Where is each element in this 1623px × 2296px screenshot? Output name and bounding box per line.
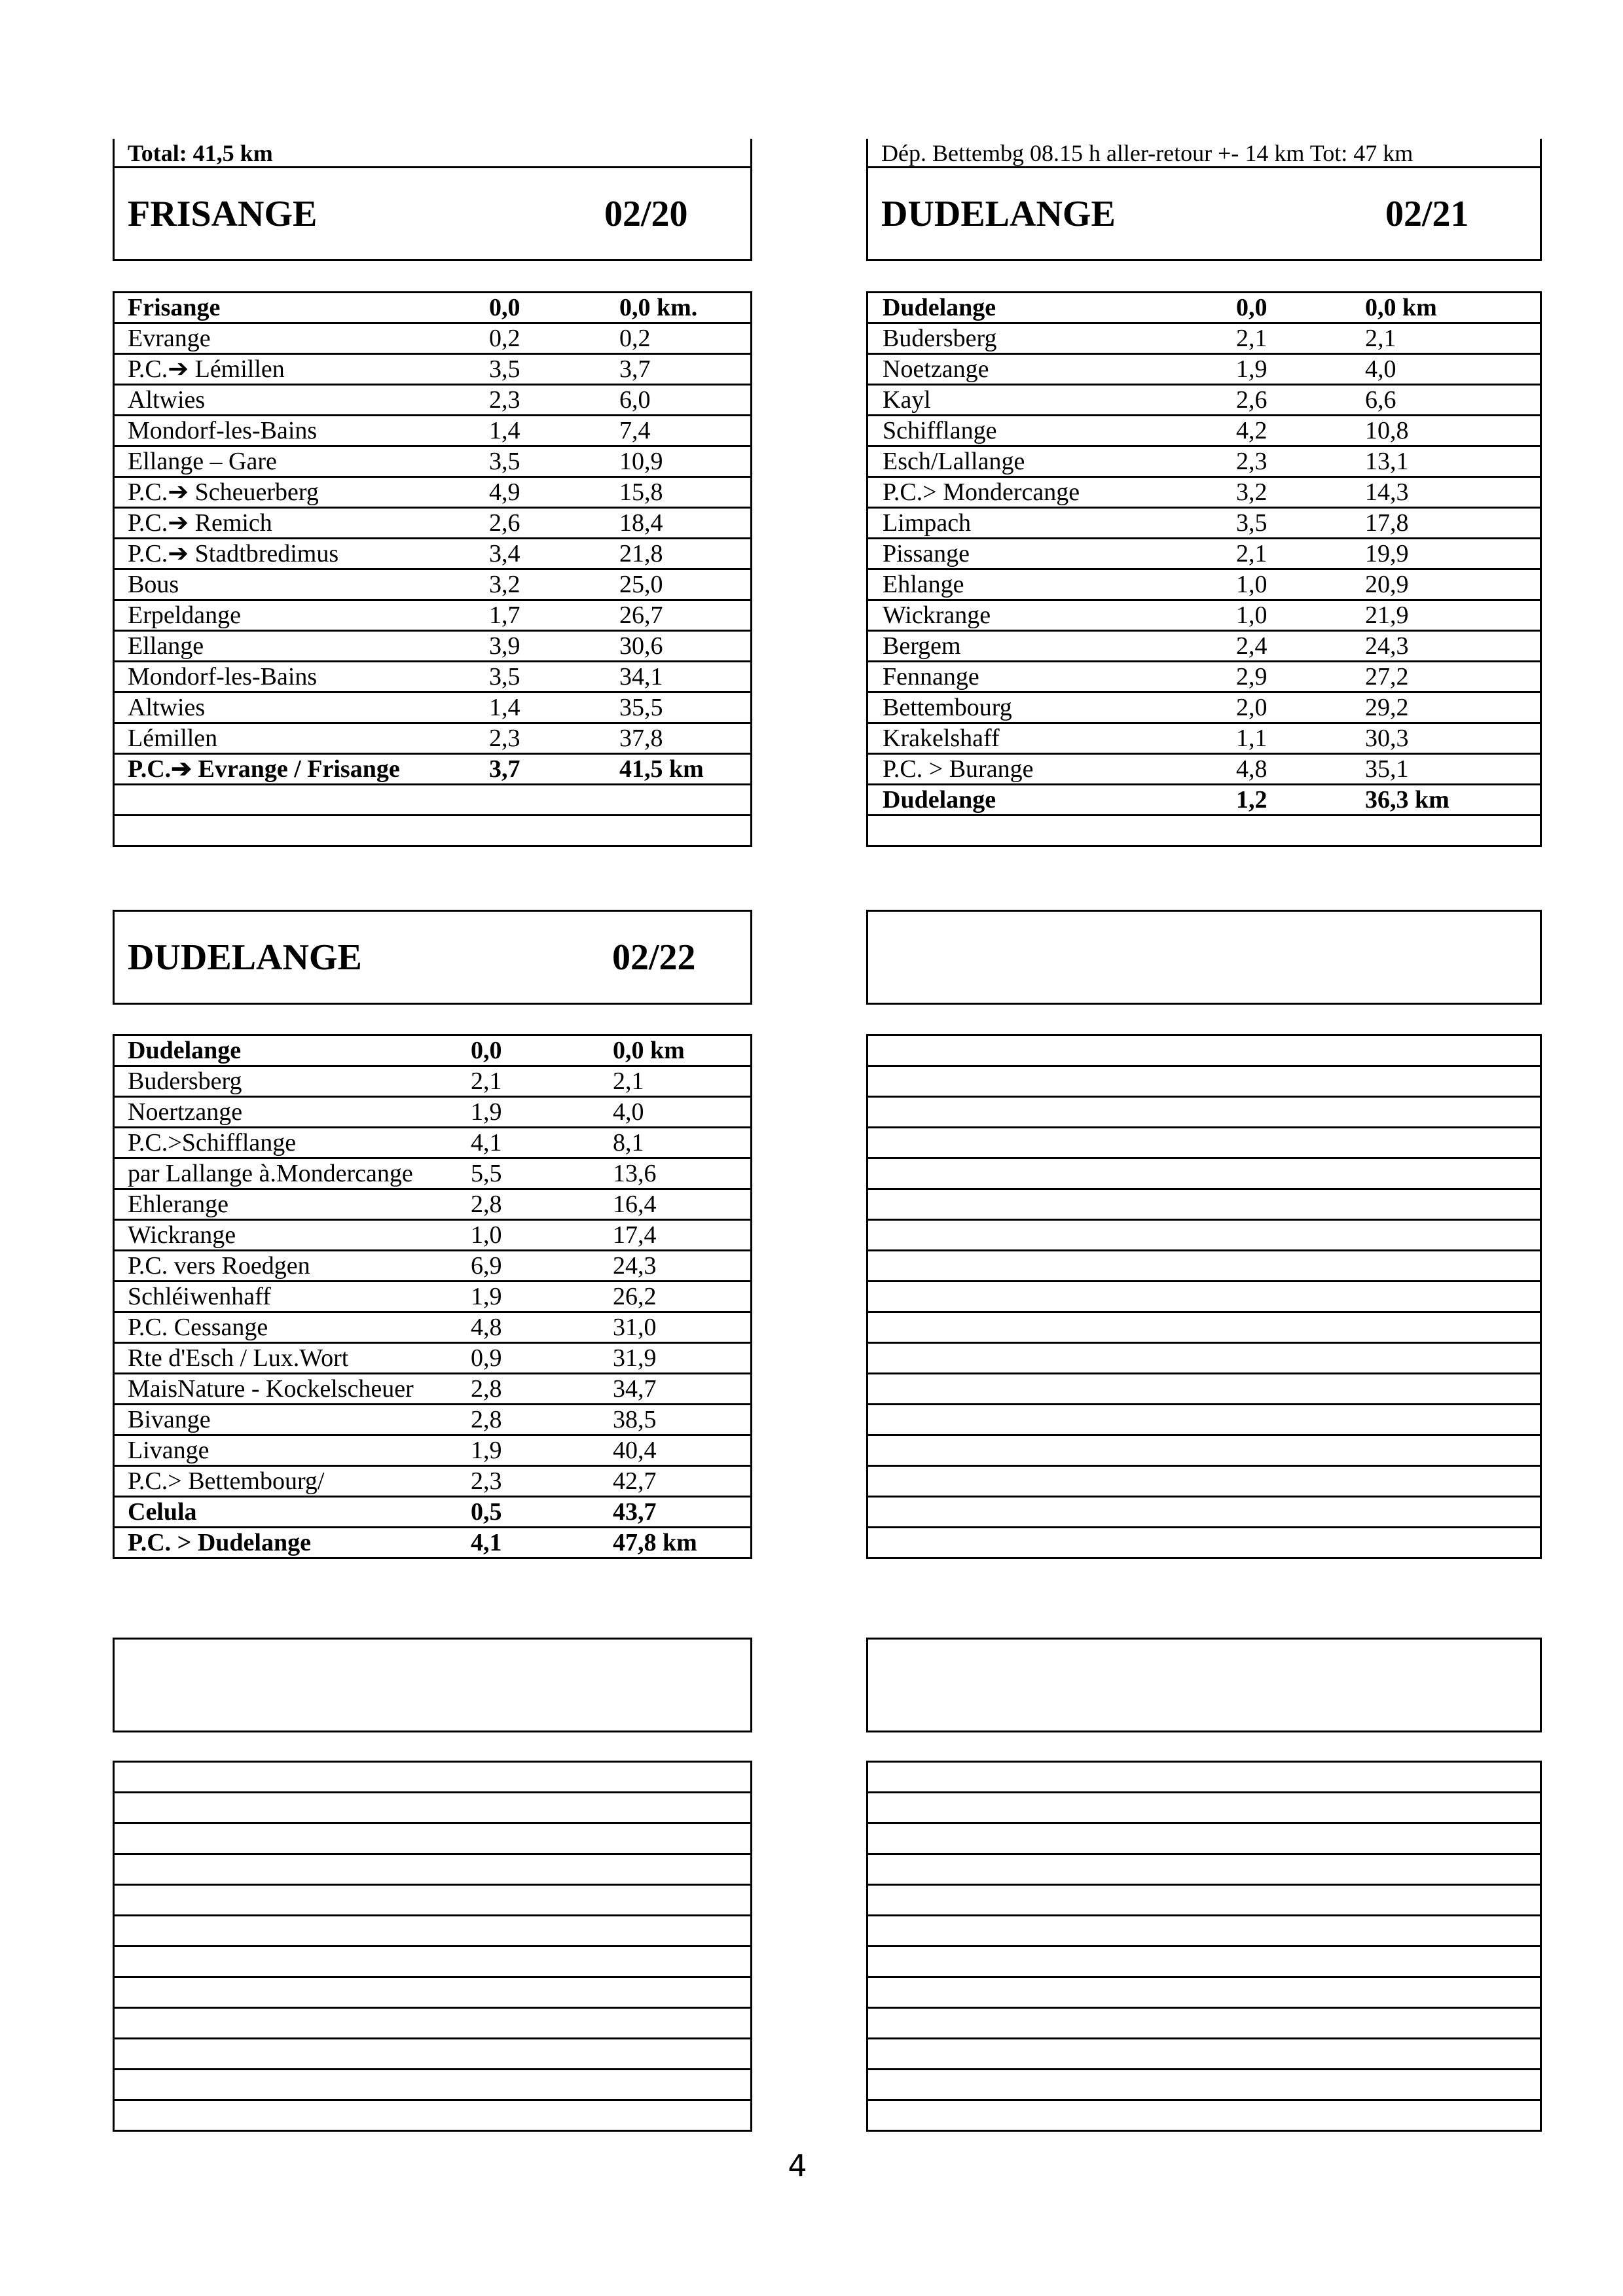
place-cell: Esch/Lallange — [883, 448, 1025, 475]
distance-cell: 1,0 — [471, 1221, 502, 1249]
table-row — [866, 539, 1542, 570]
total-cell: 24,3 — [1365, 632, 1409, 660]
total-cell: 40,4 — [613, 1437, 657, 1464]
total-cell: 14,3 — [1365, 478, 1409, 506]
place-cell: P.C.> Mondercange — [883, 478, 1080, 506]
departure-note: Dép. Bettembg 08.15 h aller-retour +- 14 km Tot: 47 km — [866, 139, 1542, 168]
empty-row — [866, 1374, 1542, 1405]
distance-cell: 2,0 — [1236, 694, 1267, 721]
table-row — [113, 1344, 752, 1374]
place-cell: Erpeldange — [128, 601, 242, 629]
total-cell: 21,8 — [619, 540, 663, 567]
total-cell: 27,2 — [1365, 663, 1409, 691]
empty-table — [866, 1761, 1542, 2132]
place-cell: Ehlerange — [128, 1191, 229, 1218]
distance-cell: 3,5 — [489, 355, 520, 383]
table-row — [113, 1067, 752, 1098]
empty-row — [866, 1067, 1542, 1098]
distance-cell: 1,0 — [1236, 601, 1267, 629]
table-row — [113, 693, 752, 724]
table-row — [113, 1159, 752, 1190]
place-cell: Ellange – Gare — [128, 448, 277, 475]
total-cell: 17,4 — [613, 1221, 657, 1249]
empty-row — [866, 1344, 1542, 1374]
table-row — [866, 416, 1542, 447]
total-cell: 13,6 — [613, 1160, 657, 1187]
distance-cell: 2,1 — [1236, 540, 1267, 567]
distance-cell: 3,5 — [489, 663, 520, 691]
table-row — [113, 416, 752, 447]
place-cell: Fennange — [883, 663, 979, 691]
table-row — [113, 539, 752, 570]
empty-row — [113, 2039, 752, 2070]
table-row — [866, 785, 1542, 816]
total-cell: 6,0 — [619, 386, 651, 414]
table-row — [113, 785, 752, 816]
place-cell: Celula — [128, 1498, 197, 1526]
empty-row — [113, 2009, 752, 2039]
place-cell: P.C. Cessange — [128, 1314, 268, 1341]
table-row — [866, 478, 1542, 509]
total-cell: 38,5 — [613, 1406, 657, 1433]
empty-row — [866, 1947, 1542, 1978]
total-cell: 15,8 — [619, 478, 663, 506]
place-cell: Rte d'Esch / Lux.Wort — [128, 1344, 349, 1372]
place-cell: Wickrange — [883, 601, 991, 629]
distance-cell: 1,4 — [489, 694, 520, 721]
distance-cell: 1,4 — [489, 417, 520, 444]
empty-row — [866, 1467, 1542, 1498]
place-cell: Evrange — [128, 325, 211, 352]
place-cell: Schifflange — [883, 417, 997, 444]
empty-row — [866, 1098, 1542, 1128]
table-row — [113, 1467, 752, 1498]
total-cell: 34,7 — [613, 1375, 657, 1403]
empty-row — [866, 2039, 1542, 2070]
empty-row — [113, 2101, 752, 2132]
empty-row — [866, 1128, 1542, 1159]
place-cell: Dudelange — [883, 786, 996, 814]
table-row — [113, 1098, 752, 1128]
distance-cell: 2,6 — [489, 509, 520, 537]
distance-cell: 0,0 — [489, 294, 520, 321]
place-cell: Krakelshaff — [883, 725, 1000, 752]
route-title-box-0222 — [113, 910, 752, 1005]
place-cell: P.C.➔ Scheuerberg — [128, 478, 319, 506]
empty-row — [866, 1761, 1542, 1793]
distance-cell: 2,8 — [471, 1375, 502, 1403]
table-row — [866, 662, 1542, 693]
place-cell: Limpach — [883, 509, 972, 537]
distance-cell: 0,5 — [471, 1498, 502, 1526]
distance-cell: 2,3 — [489, 386, 520, 414]
table-row — [113, 447, 752, 478]
place-cell: Wickrange — [128, 1221, 236, 1249]
distance-cell: 2,3 — [489, 725, 520, 752]
total-cell: 43,7 — [613, 1498, 657, 1526]
place-cell: Bettembourg — [883, 694, 1012, 721]
table-row — [866, 324, 1542, 355]
distance-cell: 1,1 — [1236, 725, 1267, 752]
empty-row — [866, 1405, 1542, 1436]
distance-cell: 2,3 — [1236, 448, 1267, 475]
route-title: FRISANGE — [128, 194, 318, 234]
empty-row — [866, 1313, 1542, 1344]
table-row — [113, 1128, 752, 1159]
total-cell: 36,3 km — [1365, 786, 1450, 814]
distance-cell: 4,8 — [471, 1314, 502, 1341]
empty-row — [866, 1221, 1542, 1251]
total-cell: 0,2 — [619, 325, 651, 352]
table-row — [866, 291, 1542, 324]
empty-row — [866, 2009, 1542, 2039]
total-cell: 26,7 — [619, 601, 663, 629]
route-code: 02/20 — [604, 194, 688, 234]
table-row — [866, 755, 1542, 785]
distance-cell: 0,0 — [1236, 294, 1267, 321]
place-cell: MaisNature - Kockelscheuer — [128, 1375, 414, 1403]
place-cell: Bergem — [883, 632, 961, 660]
distance-cell: 3,2 — [1236, 478, 1267, 506]
empty-table — [866, 1034, 1542, 1559]
empty-title-box — [866, 910, 1542, 1005]
table-row — [866, 509, 1542, 539]
table-row — [113, 1251, 752, 1282]
distance-cell: 4,8 — [1236, 755, 1267, 783]
distance-cell: 0,0 — [471, 1037, 502, 1064]
total-cell: 3,7 — [619, 355, 651, 383]
empty-table — [113, 1761, 752, 2132]
total-cell: 16,4 — [613, 1191, 657, 1218]
total-cell: 25,0 — [619, 571, 663, 598]
page-number: 4 — [788, 2148, 807, 2183]
table-row — [113, 724, 752, 755]
empty-row — [113, 1855, 752, 1886]
distance-cell: 1,2 — [1236, 786, 1267, 814]
distance-cell: 4,1 — [471, 1529, 502, 1556]
place-cell: Frisange — [128, 294, 221, 321]
table-row — [113, 386, 752, 416]
distance-cell: 5,5 — [471, 1160, 502, 1187]
table-row — [866, 816, 1542, 847]
table-row — [113, 570, 752, 601]
empty-row — [866, 1282, 1542, 1313]
distance-cell: 3,4 — [489, 540, 520, 567]
distance-cell: 1,9 — [471, 1283, 502, 1310]
distance-cell: 3,5 — [489, 448, 520, 475]
empty-row — [866, 1916, 1542, 1947]
table-row — [113, 1282, 752, 1313]
total-cell: 0,0 km — [613, 1037, 685, 1064]
total-cell: 30,3 — [1365, 725, 1409, 752]
total-cell: 17,8 — [1365, 509, 1409, 537]
empty-row — [866, 1978, 1542, 2009]
table-row — [113, 1528, 752, 1559]
total-cell: 35,1 — [1365, 755, 1409, 783]
empty-row — [866, 1855, 1542, 1886]
total-cell: 37,8 — [619, 725, 663, 752]
empty-row — [866, 1498, 1542, 1528]
total-cell: 30,6 — [619, 632, 663, 660]
table-row — [866, 724, 1542, 755]
distance-cell: 4,2 — [1236, 417, 1267, 444]
empty-row — [866, 1251, 1542, 1282]
total-cell: 20,9 — [1365, 571, 1409, 598]
place-cell: P.C. > Dudelange — [128, 1529, 311, 1556]
route-code: 02/21 — [1385, 194, 1469, 234]
empty-row — [113, 1916, 752, 1947]
distance-cell: 2,6 — [1236, 386, 1267, 414]
place-cell: par Lallange à.Mondercange — [128, 1160, 413, 1187]
route-title-box-0221 — [866, 166, 1542, 261]
empty-title-box — [113, 1638, 752, 1732]
place-cell: Altwies — [128, 386, 206, 414]
empty-row — [113, 1886, 752, 1916]
empty-row — [866, 2101, 1542, 2132]
empty-row — [113, 2070, 752, 2101]
table-row — [113, 632, 752, 662]
total-cell: 0,0 km — [1365, 294, 1437, 321]
total-cell: 8,1 — [613, 1129, 644, 1157]
table-row — [866, 386, 1542, 416]
table-row — [113, 1405, 752, 1436]
route-code: 02/22 — [612, 937, 696, 978]
distance-cell: 6,9 — [471, 1252, 502, 1280]
table-row — [113, 601, 752, 632]
total-cell: 29,2 — [1365, 694, 1409, 721]
empty-row — [866, 1034, 1542, 1067]
route-table-0220 — [113, 291, 752, 847]
table-row — [866, 693, 1542, 724]
total-cell: 19,9 — [1365, 540, 1409, 567]
place-cell: P.C.>Schifflange — [128, 1129, 297, 1157]
place-cell: Mondorf-les-Bains — [128, 417, 318, 444]
place-cell: Budersberg — [128, 1067, 242, 1095]
empty-row — [866, 1886, 1542, 1916]
empty-row — [866, 1793, 1542, 1824]
route-title: DUDELANGE — [128, 937, 362, 978]
table-row — [113, 816, 752, 847]
table-row — [866, 601, 1542, 632]
total-cell: 24,3 — [613, 1252, 657, 1280]
place-cell: Noertzange — [128, 1098, 243, 1126]
place-cell: Budersberg — [883, 325, 997, 352]
place-cell: Bous — [128, 571, 179, 598]
table-row — [113, 755, 752, 785]
table-row — [113, 1436, 752, 1467]
distance-cell: 0,2 — [489, 325, 520, 352]
total-cell: 47,8 km — [613, 1529, 697, 1556]
distance-cell: 1,0 — [1236, 571, 1267, 598]
distance-cell: 1,7 — [489, 601, 520, 629]
place-cell: Bivange — [128, 1406, 211, 1433]
route-table-0222 — [113, 1034, 752, 1559]
empty-row — [113, 1793, 752, 1824]
table-row — [113, 1221, 752, 1251]
place-cell: Altwies — [128, 694, 206, 721]
distance-cell: 3,9 — [489, 632, 520, 660]
total-cell: 31,0 — [613, 1314, 657, 1341]
total-cell: 2,1 — [1365, 325, 1396, 352]
distance-cell: 0,9 — [471, 1344, 502, 1372]
empty-row — [866, 1436, 1542, 1467]
distance-cell: 2,8 — [471, 1406, 502, 1433]
distance-cell: 1,9 — [1236, 355, 1267, 383]
place-cell: Dudelange — [883, 294, 996, 321]
distance-cell: 2,3 — [471, 1467, 502, 1495]
total-cell: 21,9 — [1365, 601, 1409, 629]
empty-row — [113, 1761, 752, 1793]
total-cell: 2,1 — [613, 1067, 644, 1095]
total-cell: 6,6 — [1365, 386, 1396, 414]
table-row — [113, 1313, 752, 1344]
empty-row — [866, 1528, 1542, 1559]
total-note: Total: 41,5 km — [113, 139, 752, 168]
distance-cell: 1,9 — [471, 1098, 502, 1126]
table-row — [113, 1034, 752, 1067]
table-row — [866, 355, 1542, 386]
empty-row — [113, 1978, 752, 2009]
table-row — [113, 291, 752, 324]
table-row — [866, 570, 1542, 601]
total-cell: 34,1 — [619, 663, 663, 691]
total-cell: 18,4 — [619, 509, 663, 537]
place-cell: Pissange — [883, 540, 970, 567]
total-cell: 41,5 km — [619, 755, 704, 783]
total-cell: 7,4 — [619, 417, 651, 444]
place-cell: Dudelange — [128, 1037, 242, 1064]
total-cell: 42,7 — [613, 1467, 657, 1495]
distance-cell: 2,9 — [1236, 663, 1267, 691]
place-cell: Schléiwenhaff — [128, 1283, 271, 1310]
distance-cell: 2,8 — [471, 1191, 502, 1218]
table-row — [113, 324, 752, 355]
empty-row — [866, 1824, 1542, 1855]
table-row — [866, 632, 1542, 662]
place-cell: P.C.➔ Evrange / Frisange — [128, 755, 400, 783]
distance-cell: 3,7 — [489, 755, 520, 783]
empty-row — [866, 2070, 1542, 2101]
distance-cell: 2,1 — [1236, 325, 1267, 352]
distance-cell: 3,5 — [1236, 509, 1267, 537]
place-cell: P.C.➔ Stadtbredimus — [128, 540, 339, 567]
place-cell: Ellange — [128, 632, 204, 660]
route-title-box-0220 — [113, 166, 752, 261]
table-row — [866, 447, 1542, 478]
table-row — [113, 509, 752, 539]
total-cell: 31,9 — [613, 1344, 657, 1372]
place-cell: Mondorf-les-Bains — [128, 663, 318, 691]
place-cell: Ehlange — [883, 571, 964, 598]
route-title: DUDELANGE — [881, 194, 1116, 234]
place-cell: Lémillen — [128, 725, 218, 752]
empty-row — [113, 1947, 752, 1978]
place-cell: Livange — [128, 1437, 210, 1464]
distance-cell: 3,2 — [489, 571, 520, 598]
total-cell: 4,0 — [1365, 355, 1396, 383]
total-cell: 10,8 — [1365, 417, 1409, 444]
place-cell: Noetzange — [883, 355, 989, 383]
distance-cell: 1,9 — [471, 1437, 502, 1464]
table-row — [113, 1374, 752, 1405]
place-cell: P.C. vers Roedgen — [128, 1252, 310, 1280]
place-cell: P.C.> Bettembourg/ — [128, 1467, 325, 1495]
total-cell: 4,0 — [613, 1098, 644, 1126]
empty-title-box — [866, 1638, 1542, 1732]
place-cell: P.C.➔ Remich — [128, 509, 272, 537]
place-cell: P.C.➔ Lémillen — [128, 355, 285, 383]
route-table-0221 — [866, 291, 1542, 847]
place-cell: P.C. > Burange — [883, 755, 1034, 783]
place-cell: Kayl — [883, 386, 931, 414]
table-row — [113, 1190, 752, 1221]
empty-row — [866, 1190, 1542, 1221]
empty-row — [113, 1824, 752, 1855]
total-cell: 13,1 — [1365, 448, 1409, 475]
total-cell: 10,9 — [619, 448, 663, 475]
total-cell: 35,5 — [619, 694, 663, 721]
table-row — [113, 662, 752, 693]
distance-cell: 2,4 — [1236, 632, 1267, 660]
total-cell: 0,0 km. — [619, 294, 698, 321]
total-cell: 26,2 — [613, 1283, 657, 1310]
table-row — [113, 478, 752, 509]
distance-cell: 4,9 — [489, 478, 520, 506]
empty-row — [866, 1159, 1542, 1190]
table-row — [113, 355, 752, 386]
distance-cell: 4,1 — [471, 1129, 502, 1157]
distance-cell: 2,1 — [471, 1067, 502, 1095]
table-row — [113, 1498, 752, 1528]
